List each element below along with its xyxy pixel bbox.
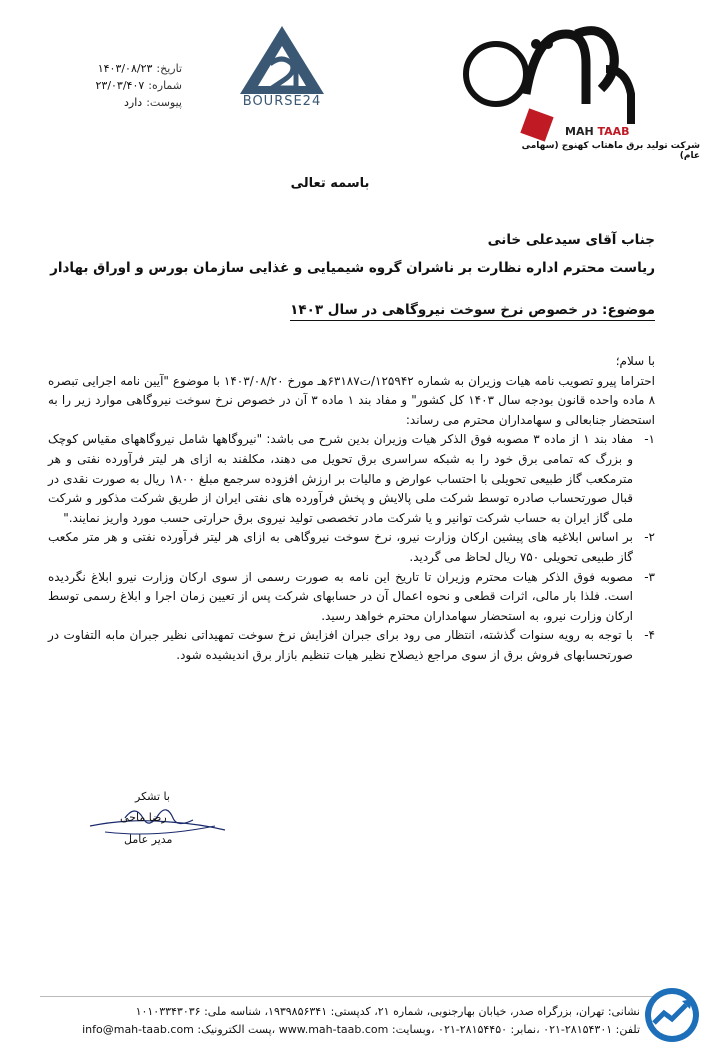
date-value: ۱۴۰۳/۰۸/۲۳ <box>97 62 153 75</box>
company-name: شرکت تولید برق ماهتاب کهنوج (سهامی عام) <box>521 141 700 161</box>
attachment-label: پیوست: <box>146 96 182 109</box>
footer-logo-icon <box>642 985 702 1045</box>
basmala: باسمه تعالی <box>290 176 370 191</box>
footer-address: نشانی: تهران، بزرگراه صدر، خیابان بهارجنوبی، شماره ۲۱، کدپستی: ۱۹۳۹۸۵۶۳۴۱، شناسه ملی: ۱۰۱۰۳۳۴۳۰۳۶ <box>135 1005 640 1018</box>
addressee-title: ریاست محترم اداره نظارت بر ناشران گروه شیمیایی و غذایی سازمان بورس و اوراق بهادار <box>50 260 655 276</box>
item-text: با توجه به رویه سنوات گذشته، انتظار می رود برای جبران افزایش نرخ سوخت تمهیداتی نظیر جبران مابه التفاوت در صورتحسابهای فروش برق از سوی مراجع ذیصلاح نظیر هیات تنظیم بازار برق اندیشیده شود. <box>48 628 633 662</box>
list-item <box>48 528 655 567</box>
mahtaab-logo-en-black: MAH <box>565 125 598 138</box>
item-number: ۳- <box>644 569 655 584</box>
subject-text: موضوع: در خصوص نرخ سوخت نیروگاهی در سال ۱۴۰۳ <box>290 302 655 321</box>
bourse24-logo-text: BOURSE24 <box>242 94 322 109</box>
mahtaab-logo-en <box>565 125 630 138</box>
addressee <box>40 226 655 282</box>
letter-meta <box>62 60 182 111</box>
addressee-name: جناب آقای سیدعلی خانی <box>487 232 655 248</box>
footer <box>30 1003 640 1039</box>
letter-body <box>48 352 655 666</box>
item-number: ۴- <box>644 628 655 643</box>
attachment-value: دارد <box>124 96 143 109</box>
item-text: مصوبه فوق الذکر هیات محترم وزیران تا تاریخ این نامه به صورت رسمی از سوی ارکان وزارت نیرو ابلاغ نگردیده است. فلذا بار مالی، اثرات قطعی و نحوه اعمال آن در حسابهای شرکت پس از تعیین زمان اجرا و ابلاغ رسمی توسط ارکان وزارت نیرو، به استحضار سهامداران محترم خواهد رسید. <box>48 569 633 623</box>
list-item <box>48 568 655 627</box>
footer-divider <box>40 996 670 997</box>
date-label: تاریخ: <box>156 62 182 75</box>
intro-paragraph: احتراما پیرو تصویب نامه هیات وزیران به شماره ۱۲۵۹۴۲/ت۶۳۱۸۷هـ مورخ ۱۴۰۳/۰۸/۲۰ با موضوع "آیین نامه اجرایی تبصره ۸ ماده واحده قانون بودجه سال ۱۴۰۳ کل کشور" و مفاد بند ۱ ماده ۳ آن در خصوص نرخ سوخت نیروگاهی موارد زیر را به استحضار جنابعالی و سهامداران محترم می رساند: <box>48 373 656 427</box>
item-text: مفاد بند ۱ از ماده ۳ مصوبه فوق الذکر هیات وزیران بدین شرح می باشد: "نیروگاهها شامل نیروگاههای مقیاس کوچک و بزرگ که تمامی برق خود را به شبکه سراسری برق تحویل می دهند، مکلفند به ازای هر لیتر فرآورده نفتی و هر مترمکعب گاز طبیعی تحویلی با احتساب عوارض و مالیات بر ارزش افزوده سرجمع مبلغ ۱۸۰۰ ریال به صورت نقدی در قبال صورتحساب صادره توسط شرکت ملی پالایش و پخش فرآورده های نفتی ایران از طریق شرکت مذکور و شرکت ملی گاز ایران به حساب شرکت توانیر و یا شرکت مادر تخصصی تولید نیروی برق حرارتی حسب مورد واریز نمایند." <box>48 432 634 525</box>
signature-closing: با تشکر <box>135 790 170 803</box>
item-number: ۲- <box>644 530 655 545</box>
item-number: ۱- <box>644 432 655 447</box>
item-list <box>48 430 655 665</box>
list-item <box>48 626 655 665</box>
footer-contact: تلفن: ۲۸۱۵۴۳۰۱-۰۲۱ ،نمابر: ۲۸۱۵۴۴۵۰-۰۲۱ ،وبسایت: www.mah-taab.com ،پست الکترونیک: info@mah-taab.com <box>82 1023 640 1036</box>
subject <box>40 302 655 318</box>
mahtaab-logo-en-red: TAAB <box>597 125 630 138</box>
greeting: با سلام؛ <box>615 354 655 368</box>
signatory-name: رضا ماحی <box>120 811 167 824</box>
number-value: ۲۳/۰۳/۴۰۷ <box>95 79 145 92</box>
number-label: شماره: <box>148 79 182 92</box>
signatory-title: مدیر عامل <box>124 833 173 846</box>
item-text: بر اساس ابلاغیه های پیشین ارکان وزارت نیرو، نرخ سوخت نیروگاهی به ازای هر لیتر فرآورده نفتی و هر متر مکعب گاز طبیعی تحویلی ۷۵۰ ریال لحاظ می گردید. <box>48 530 633 564</box>
list-item <box>48 430 655 528</box>
